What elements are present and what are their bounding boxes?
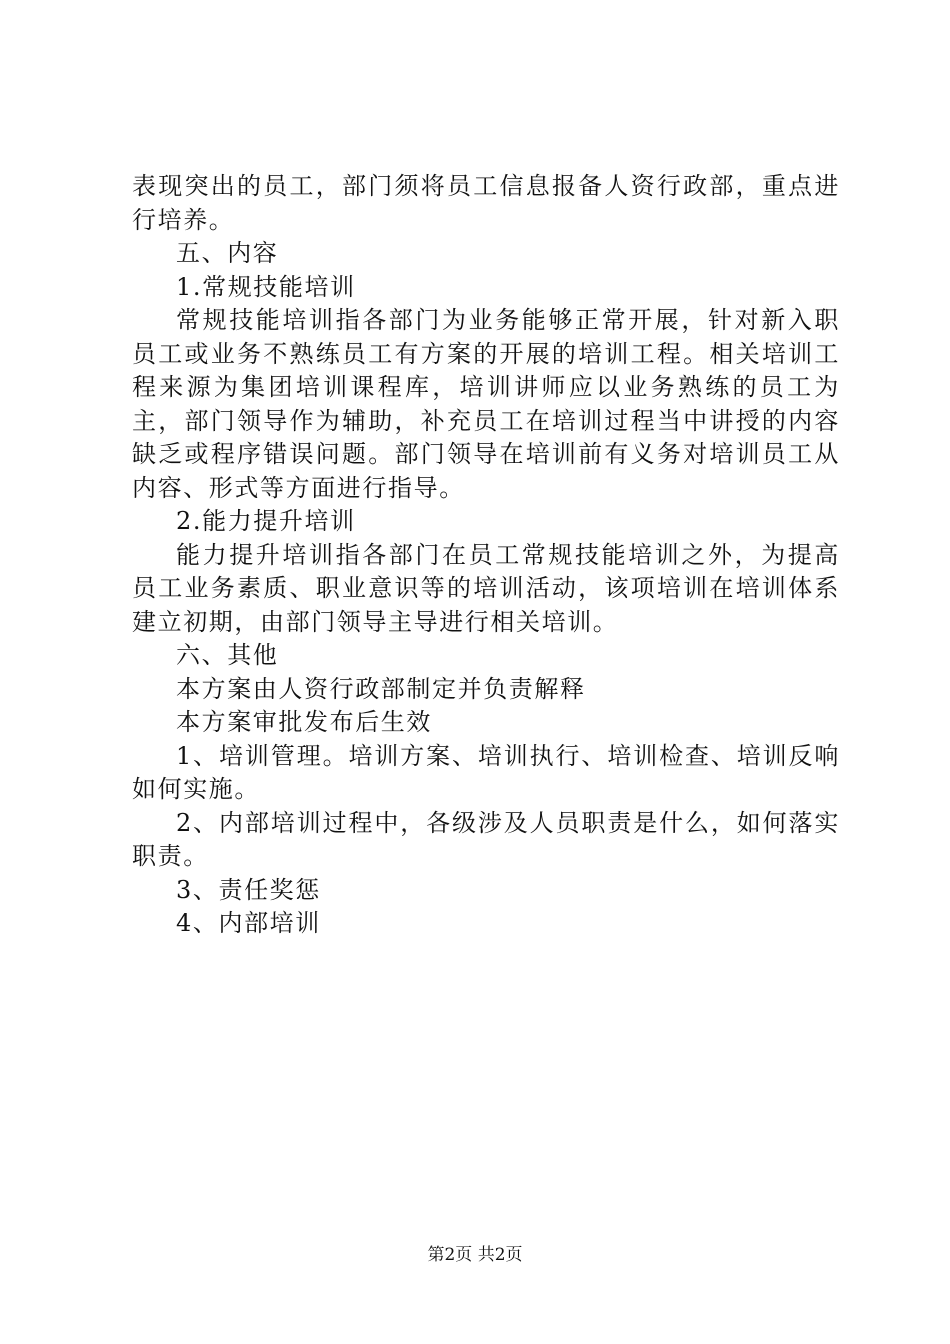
- page-number-footer: 第2页 共2页: [427, 1245, 523, 1265]
- paragraph-continuation: 表现突出的员工，部门须将员工信息报备人资行政部，重点进行培养。: [132, 172, 840, 234]
- list-item-training-management: 1、培训管理。培训方案、培训执行、培训检查、培训反响如何实施。: [132, 741, 840, 803]
- list-item-responsibilities: 2、内部培训过程中，各级涉及人员职责是什么，如何落实职责。: [132, 808, 840, 870]
- paragraph-effective: 本方案审批发布后生效: [176, 708, 432, 736]
- paragraph-interpretation: 本方案由人资行政部制定并负责解释: [176, 674, 586, 703]
- subheading-routine-skills: 1.常规技能培训: [176, 272, 356, 301]
- document-body: [132, 170, 840, 941]
- section-heading-content: 五、内容: [176, 239, 279, 267]
- list-item-rewards-penalties: 3、责任奖惩: [176, 875, 321, 904]
- section-heading-other: 六、其他: [176, 641, 279, 669]
- list-item-internal-training: 4、内部培训: [176, 909, 321, 937]
- subheading-ability-improvement: 2.能力提升培训: [176, 507, 356, 535]
- paragraph-ability-improvement: 能力提升培训指各部门在员工常规技能培训之外，为提高员工业务素质、职业意识等的培训活动，该项培训在培训体系建立初期，由部门领导主导进行相关培训。: [132, 540, 840, 636]
- paragraph-routine-skills: 常规技能培训指各部门为业务能够正常开展，针对新入职员工或业务不熟练员工有方案的开展的培训工程。相关培训工程来源为集团培训课程库，培训讲师应以业务熟练的员工为主，部门领导作为辅助，补充员工在培训过程当中讲授的内容缺乏或程序错误问题。部门领导在培训前有义务对培训员工从内容、形式等方面进行指导。: [132, 306, 840, 502]
